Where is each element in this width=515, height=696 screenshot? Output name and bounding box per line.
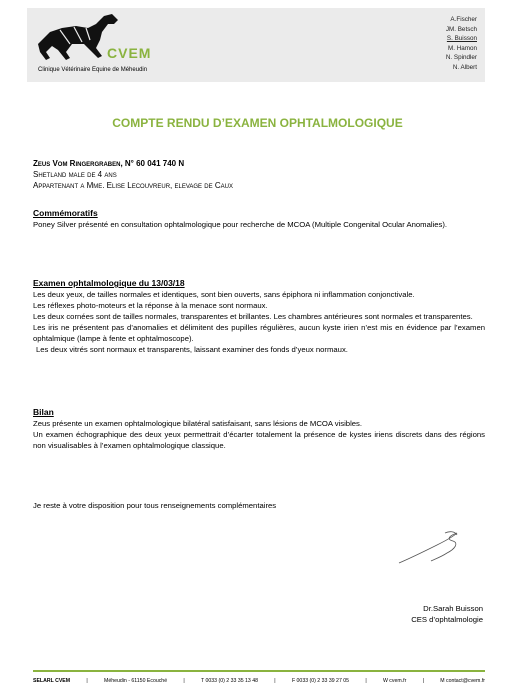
- patient-owner: Appartenant a Mme. Elise Lecouvreur, elevage de Caux: [33, 181, 233, 190]
- commemoratifs-text: Poney Silver présenté en consultation ophtalmologique pour recherche de MCOA (Multiple Congenital Ocular Anomalies).: [33, 220, 448, 229]
- footer-mail[interactable]: M contact@cvem.fr: [440, 678, 485, 684]
- footer-fax: F 0033 (0) 2 33 39 27 05: [291, 678, 350, 684]
- examen-paragraph: Les réflexes photo-moteurs et la réponse à la menace sont normaux.: [33, 301, 268, 310]
- examen-paragraph: Les deux yeux, de tailles normales et identiques, sont bien ouverts, sans épiphora ni inflammation conjonctivale.: [33, 290, 415, 299]
- patient-breed: Shetland male de 4 ans: [33, 170, 117, 179]
- footer-company: SELARL CVEM: [33, 678, 71, 684]
- bilan-paragraph: Un examen échographique des deux yeux permettrait d’écarter totalement la présence de kystes iriens discrets dans des régions non visualisables à l’examen ophtalmologique classique.: [33, 430, 485, 450]
- footer: [33, 678, 485, 684]
- examen-paragraph: Les deux cornées sont de tailles normales, transparentes et brillantes. Les chambres antérieures sont normales et transparentes.: [33, 312, 473, 321]
- footer-separator: |: [274, 678, 276, 684]
- bilan-section: [33, 407, 485, 451]
- staff-member: A.Fischer: [450, 16, 477, 23]
- doctor-name: Dr.Sarah Buisson: [423, 604, 483, 613]
- closing-text: Je reste à votre disposition pour tous renseignements complémentaires: [33, 501, 277, 510]
- patient-info: [33, 158, 233, 191]
- handwritten-signature: [395, 527, 465, 567]
- staff-member: N. Spindler: [445, 54, 477, 61]
- staff-member: JM. Betsch: [445, 25, 477, 33]
- commemoratifs-title: Commémoratifs: [33, 208, 98, 218]
- footer-separator: |: [183, 678, 185, 684]
- patient-name: Zeus Vom Ringergraben, N° 60 041 740 N: [33, 159, 185, 168]
- report-title: COMPTE RENDU D’EXAMEN OPHTALMOLOGIQUE: [112, 116, 403, 130]
- footer-separator: |: [422, 678, 424, 684]
- clinic-name: Clinique Vétérinaire Equine de Méheudin: [38, 67, 148, 73]
- footer-tel: T 0033 (0) 2 33 35 13 48: [201, 678, 259, 684]
- footer-separator: |: [86, 678, 88, 684]
- logo-text: CVEM: [107, 45, 152, 61]
- footer-divider: [33, 670, 485, 672]
- signature-block: [411, 603, 483, 625]
- bilan-title: Bilan: [33, 407, 54, 417]
- examen-paragraph: Les iris ne présentent pas d’anomalies et délimitent des pupilles régulières, aucun kyste irien n’est mis en évidence par l’examen ophtalmique (lampe à fente et ophtalmoscope).: [33, 323, 485, 343]
- doctor-role: CES d’ophtalmologie: [411, 615, 483, 624]
- staff-list: [446, 15, 477, 72]
- staff-member: S. Buisson: [446, 35, 477, 42]
- footer-web[interactable]: W cvem.fr: [382, 678, 407, 684]
- staff-member: N. Albert: [452, 63, 477, 71]
- examen-paragraph: Les deux vitrés sont normaux et transparents, laissant examiner des fonds d’yeux normaux.: [36, 345, 348, 354]
- staff-member: M. Hamon: [447, 44, 477, 52]
- examen-title: Examen ophtalmologique du 13/03/18: [33, 278, 185, 288]
- footer-separator: |: [365, 678, 367, 684]
- commemoratifs-section: [33, 208, 485, 230]
- footer-address: Méheudin - 61150 Ecouché: [104, 678, 168, 684]
- bilan-paragraph: Zeus présente un examen ophtalmologique bilatéral satisfaisant, sans lésions de MCOA visibles.: [33, 419, 363, 428]
- examen-section: [33, 278, 485, 355]
